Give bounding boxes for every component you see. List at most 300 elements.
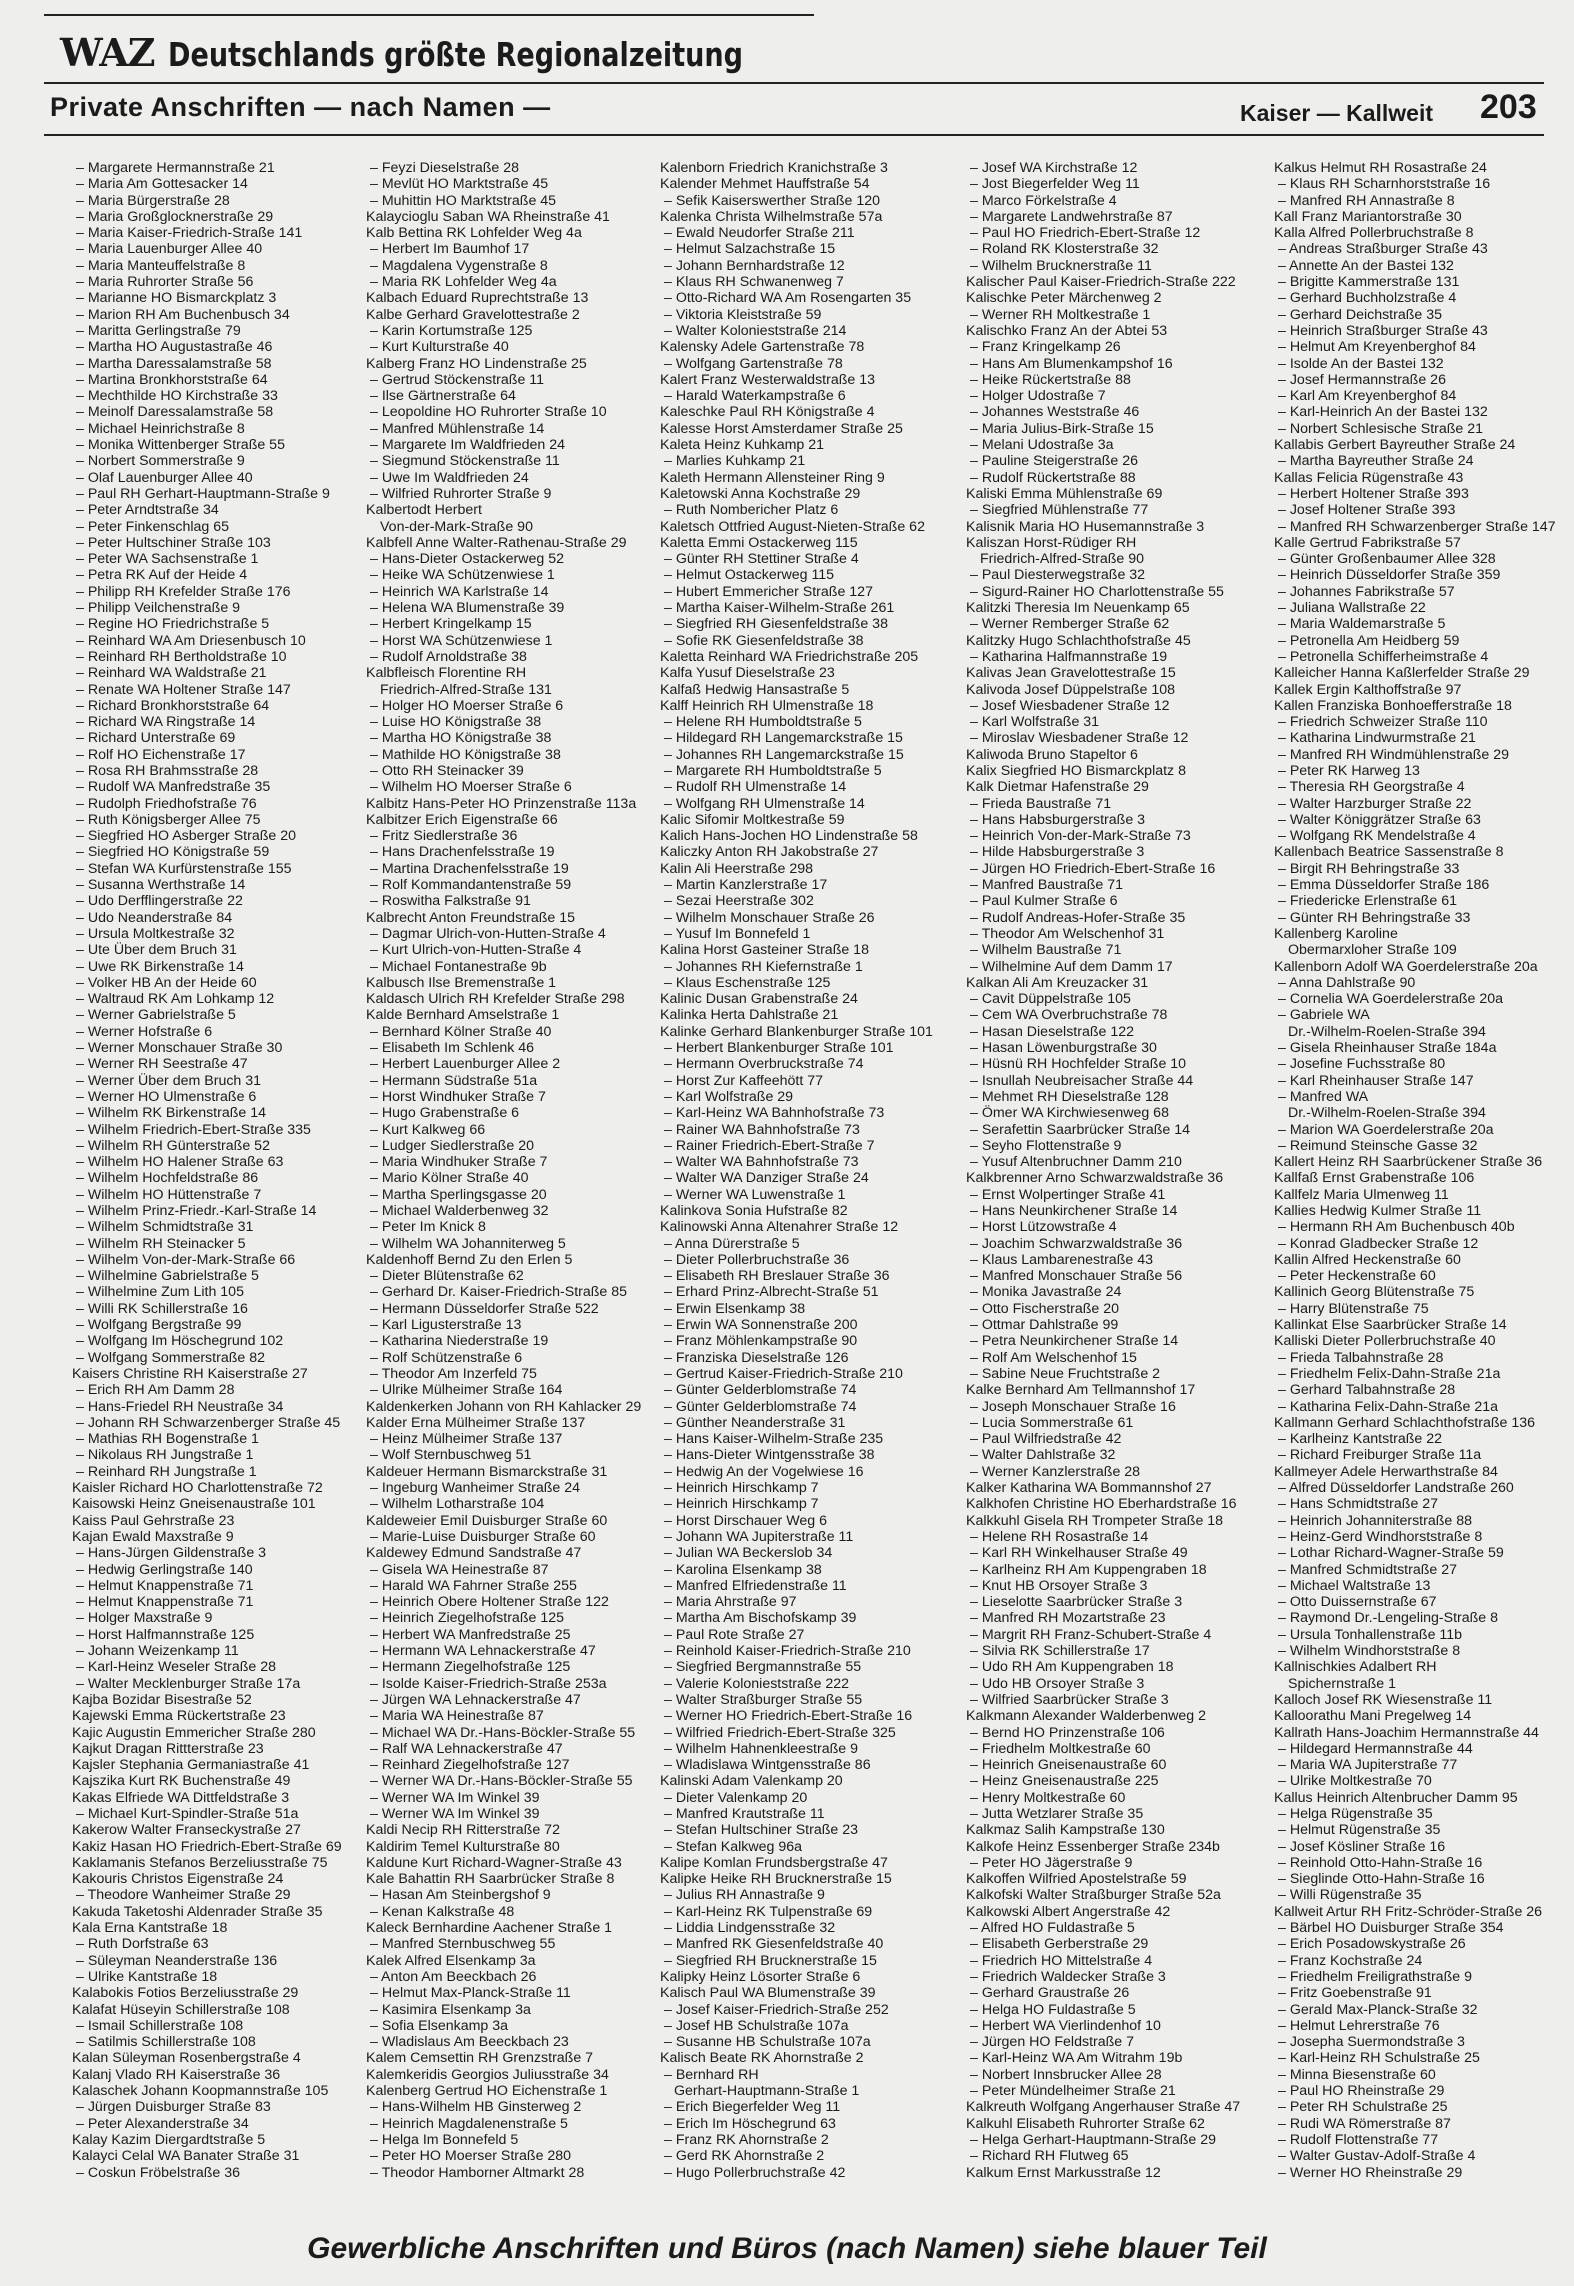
directory-entry: – Rainer WA Bahnhofstraße 73 [664,1121,860,1138]
directory-entry: – Holger HO Moerser Straße 6 [370,697,564,714]
directory-entry: – Manfred Baustraße 71 [970,877,1123,894]
directory-entry: – Ursula Tonhallenstraße 11b [1278,1626,1463,1643]
directory-entry: – Hugo Grabenstraße 6 [370,1105,520,1122]
directory-entry: – Heinrich Ziegelhofstraße 125 [370,1610,564,1627]
directory-entry: Kaiss Paul Gehrstraße 23 [72,1512,235,1529]
directory-entry: – Stefan WA Kurfürstenstraße 155 [76,860,292,877]
directory-entry: Kalde Bernhard Amselstraße 1 [366,1007,560,1024]
directory-entry: – Wilfried Friedrich-Ebert-Straße 325 [664,1724,896,1741]
directory-entry: – Hüsnü RH Hochfelder Straße 10 [970,1056,1187,1073]
directory-entry: – Valerie Kolonieststraße 222 [664,1675,850,1692]
directory-entry: – Manfred RH Annastraße 8 [1278,192,1455,209]
directory-entry: Kalaschek Johann Koopmannstraße 105 [72,2083,329,2100]
directory-entry: Kallies Hedwig Kulmer Straße 11 [1274,1203,1482,1219]
directory-entry: Kaldenkerken Johann von RH Kahlacker 29 [366,1398,642,1415]
directory-entry: – Isolde Kaiser-Friedrich-Straße 253a [370,1675,607,1692]
directory-entry: – Otto Duissernstraße 67 [1278,1594,1437,1611]
directory-entry: – Ilse Gärtnerstraße 64 [370,388,516,405]
directory-entry: – Hans Drachenfelsstraße 19 [370,844,555,861]
directory-entry: – Karl-Heinrich An der Bastei 132 [1278,404,1488,421]
directory-entry: – Werner Kanzlerstraße 28 [970,1463,1141,1480]
directory-entry: – Otto-Richard WA Am Rosengarten 35 [664,290,912,307]
directory-entry: – Uwe RK Birkenstraße 14 [76,958,244,975]
directory-entry: – Richard WA Ringstraße 14 [76,714,256,731]
directory-entry: Kalleicher Hanna Kaßlerfelder Straße 29 [1274,665,1530,682]
directory-entry: – Alfred Düsseldorfer Landstraße 260 [1278,1480,1514,1497]
directory-entry: – Mehmet RH Dieselstraße 128 [970,1088,1169,1105]
directory-entry: – Monika Wittenberger Straße 55 [76,437,285,454]
directory-entry: – Walter Königgrätzer Straße 63 [1278,811,1481,828]
directory-entry: – Sofia Elsenkamp 3a [370,2017,509,2034]
directory-entry: Kalkus Helmut RH Rosastraße 24 [1274,160,1487,176]
directory-entry: – Wolfgang Im Höschegrund 102 [76,1333,284,1350]
directory-entry: – Kurt Kalkweg 66 [370,1121,486,1138]
directory-entry: Kalenka Christa Wilhelmstraße 57a [660,208,883,225]
directory-entry: – Wladislaus Am Beeckbach 23 [370,2034,569,2051]
directory-entry: – Franz Kringelkamp 26 [970,339,1121,356]
directory-entry: Kaletowski Anna Kochstraße 29 [660,485,861,502]
directory-entry: – Horst Zur Kaffeehött 77 [664,1072,824,1089]
directory-entry: – Hans Schmidtstraße 27 [1278,1496,1439,1513]
directory-entry: – Holger Maxstraße 9 [76,1610,213,1627]
directory-entry: – Hugo Pollerbruchstraße 42 [664,2164,846,2181]
directory-entry: – Regine HO Friedrichstraße 5 [76,616,270,633]
directory-entry: – Stefan Kalkweg 96a [664,1838,803,1855]
directory-entry: – Maria Ahrstraße 97 [664,1594,797,1611]
directory-entry: Kalayci Celal WA Banater Straße 31 [72,2148,300,2165]
directory-entry: Kalem Cemsettin RH Grenzstraße 7 [366,2050,594,2067]
directory-entry: – Reinhard WA Waldstraße 21 [76,665,267,682]
directory-entry: – Nikolaus RH Jungstraße 1 [76,1447,254,1464]
directory-entry: – Wolf Sternbuschweg 51 [370,1447,532,1464]
directory-entry: Kallrath Hans-Joachim Hermannstraße 44 [1274,1724,1539,1741]
directory-entry: – Stefan Hultschiner Straße 23 [664,1822,858,1839]
directory-entry: Kalbusch Ilse Bremenstraße 1 [366,974,557,991]
directory-entry: – Josef WA Kirchstraße 12 [970,160,1138,176]
directory-entry: – Werner WA Luwenstraße 1 [664,1186,846,1203]
directory-entry: – Manfred Schmidtstraße 27 [1278,1561,1457,1578]
directory-entry: – Marianne HO Bismarckplatz 3 [76,290,277,307]
directory-entry: – Wolfgang Sommerstraße 82 [76,1349,265,1366]
directory-entry: – Ernst Wolpertinger Straße 41 [970,1186,1166,1203]
directory-entry: – Roswitha Falkstraße 91 [370,893,531,910]
directory-entry: – Reinhard WA Am Driesenbusch 10 [76,632,306,649]
directory-entry: – Heinrich Johanniterstraße 88 [1278,1512,1472,1529]
directory-entry: – Horst WA Schützenwiese 1 [370,632,553,649]
directory-entry: – Reinhold Kaiser-Friedrich-Straße 210 [664,1643,911,1660]
directory-entry: – Herbert Blankenburger Straße 101 [664,1040,894,1057]
directory-entry: Kale Bahattin RH Saarbrücker Straße 8 [366,1871,615,1888]
directory-entry: – Hans Neunkirchener Straße 14 [970,1203,1178,1219]
directory-entry: Kalivas Jean Gravelottestraße 15 [966,665,1176,682]
directory-entry: – Helmut Knappenstraße 71 [76,1577,254,1594]
directory-entry: – Satilmis Schillerstraße 108 [76,2034,256,2051]
directory-entry: – Paul Kulmer Straße 6 [970,893,1118,910]
directory-entry: Kalic Sifomir Moltkestraße 59 [660,811,845,828]
directory-entry: Kaisowski Heinz Gneisenaustraße 101 [72,1496,316,1513]
directory-entry: – Manfred RH Mozartstraße 23 [970,1610,1166,1627]
directory-entry: – Manfred RH Windmühlenstraße 29 [1278,746,1510,763]
directory-entry: – Friedrich HO Mittelstraße 4 [970,1952,1153,1969]
directory-entry: – Martha HO Königstraße 38 [370,730,552,747]
directory-entry: Kalberg Franz HO Lindenstraße 25 [366,355,587,372]
directory-entry: – Theodor Am Inzerfeld 75 [370,1365,537,1382]
directory-entry: Kalk Dietmar Hafenstraße 29 [966,779,1149,796]
newspaper-tagline: Deutschlands größte Regionalzeitung [168,35,744,74]
directory-entry: Kalenberg Gertrud HO Eichenstraße 1 [366,2083,608,2100]
directory-entry: Kalkreuth Wolfgang Angerhauser Straße 47 [966,2099,1241,2116]
directory-entry: – Harry Blütenstraße 75 [1278,1300,1429,1317]
directory-entry: – Walter Kolonieststraße 214 [664,322,847,339]
directory-entry: – Waltraud RK Am Lohkamp 12 [76,991,275,1008]
footer-note: Gewerbliche Anschriften und Büros (nach Namen) siehe blauer Teil [307,2232,1267,2265]
directory-entry: – Heinrich Von-der-Mark-Straße 73 [970,828,1191,845]
directory-entry: Von-der-Mark-Straße 90 [380,518,533,535]
directory-entry: – Rolf Kommandantenstraße 59 [370,877,572,894]
directory-entry: – Martha Am Bischofskamp 39 [664,1610,857,1627]
directory-entry: – Ursula Moltkestraße 32 [76,925,235,942]
directory-entry: – Gerhard Deichstraße 35 [1278,306,1443,323]
directory-entry: – Peter Mündelheimer Straße 21 [970,2083,1176,2100]
directory-entry: Kalipe Komlan Frundsbergstraße 47 [660,1854,888,1871]
directory-entry: – Johann Weizenkamp 11 [76,1643,239,1660]
directory-entry: – Maria Bürgerstraße 28 [76,192,230,209]
directory-entry: – Petronella Am Heidberg 59 [1278,632,1460,649]
directory-entry: – Lothar Richard-Wagner-Straße 59 [1278,1545,1504,1562]
directory-entry: – Ewald Neudorfer Straße 211 [664,225,855,242]
directory-entry: Kalin Ali Heerstraße 298 [660,860,813,877]
directory-entry: – Günther Neanderstraße 31 [664,1414,846,1431]
directory-entry: – Rudolf RH Ulmenstraße 14 [664,779,847,796]
directory-entry: Kalkmaz Salih Kampstraße 130 [966,1822,1165,1839]
directory-entry: – Muhittin HO Marktstraße 45 [370,192,557,209]
directory-entry: – Hermann WA Lehnackerstraße 47 [370,1643,596,1660]
directory-entry: – Wilhelmine Zum Lith 105 [76,1284,244,1301]
directory-entry: – Manfred Elfriedenstraße 11 [664,1577,847,1594]
page-number: 203 [1480,88,1537,126]
directory-entry: – Mario Kölner Straße 40 [370,1170,529,1187]
directory-entry: Kalkkuhl Gisela RH Trompeter Straße 18 [966,1512,1224,1529]
directory-entry: – Karl Wolfstraße 31 [970,714,1100,731]
directory-column-4 [966,160,1262,2181]
directory-entry: – Viktoria Kleiststraße 59 [664,306,822,323]
directory-entry: – Josefine Fuchsstraße 80 [1278,1056,1446,1073]
directory-entry: Kalbertodt Herbert [366,502,482,519]
directory-entry: – Heinrich Hirschkamp 7 [664,1496,819,1513]
directory-entry: Kaleth Hermann Allensteiner Ring 9 [660,469,885,486]
directory-entry: – Theodor Am Welschenhof 31 [970,925,1165,942]
directory-entry: – Dieter Pollerbruchstraße 36 [664,1251,850,1268]
directory-entry: – Gerald Max-Planck-Straße 32 [1278,2001,1478,2018]
directory-entry: – Maria Am Gottesacker 14 [76,176,248,193]
directory-entry: – Elisabeth Im Schlenk 46 [370,1040,535,1057]
directory-entry: – Karl-Heinz RK Tulpenstraße 69 [664,1903,873,1920]
directory-entry: – Marco Förkelstraße 4 [970,192,1117,209]
directory-entry: – Helmut Rügenstraße 35 [1278,1822,1441,1839]
directory-entry: Kalan Süleyman Rosenbergstraße 4 [72,2050,301,2067]
directory-entry: – Reinhold Otto-Hahn-Straße 16 [1278,1854,1483,1871]
directory-entry: – Minna Biesenstraße 60 [1278,2066,1436,2083]
directory-entry: – Maria Ruhrorter Straße 56 [76,274,254,291]
section-title: Private Anschriften — nach Namen — [50,92,551,122]
directory-entry: – Udo RH Am Kuppengraben 18 [970,1659,1174,1676]
directory-entry: – Gertrud Kaiser-Friedrich-Straße 210 [664,1365,903,1382]
top-rule [44,14,814,16]
directory-entry: – Alfred HO Fuldastraße 5 [970,1920,1135,1937]
directory-entry: Kalla Alfred Pollerbruchstraße 8 [1274,225,1474,242]
directory-entry: – Martin Kanzlerstraße 17 [664,877,828,894]
directory-entry: Kalabokis Fotios Berzeliusstraße 29 [72,1985,299,2002]
directory-entry: Obermarxloher Straße 109 [1288,942,1457,959]
directory-entry: – Walter Mecklenburger Straße 17a [76,1675,301,1692]
directory-entry: – Wilhelm Monschauer Straße 26 [664,909,875,926]
directory-entry: – Coskun Fröbelstraße 36 [76,2164,241,2181]
directory-entry: Kallenberg Karoline [1274,925,1398,942]
directory-entry: – Erich RH Am Damm 28 [76,1382,235,1399]
directory-entry: – Johann WA Jupiterstraße 11 [664,1528,854,1545]
directory-entry: – Hedwig Gerlingstraße 140 [76,1561,253,1578]
directory-entry: Kalinka Herta Dahlstraße 21 [660,1007,839,1024]
directory-entry: Kalle Gertrud Fabrikstraße 57 [1274,534,1461,551]
directory-entry: – Reimund Steinsche Gasse 32 [1278,1137,1478,1154]
directory-entry: – Michael Heinrichstraße 8 [76,420,245,437]
directory-entry: Gerhart-Hauptmann-Straße 1 [674,2083,860,2100]
directory-entry: – Magdalena Vygenstraße 8 [370,257,548,274]
directory-entry: – Heike WA Schützenwiese 1 [370,567,555,584]
directory-entry: – Hans-Dieter Ostackerweg 52 [370,551,564,568]
directory-entry: – Johann Bernhardstraße 12 [664,257,845,274]
directory-entry: – Johannes RH Langemarckstraße 15 [664,746,904,763]
directory-entry: Kaletsch Ottfried August-Nieten-Straße 62 [660,518,925,535]
directory-entry: – Jost Biegerfelder Weg 11 [970,176,1140,193]
directory-entry: – Werner RH Moltkestraße 1 [970,306,1151,323]
directory-entry: – Andreas Straßburger Straße 43 [1278,241,1488,258]
directory-entry: Kalischko Franz An der Abtei 53 [966,322,1168,339]
directory-entry: – Josef Kösliner Straße 16 [1278,1838,1446,1855]
directory-entry: – Wilhelmine Gabrielstraße 5 [76,1268,259,1285]
directory-entry: – Ruth Königsberger Allee 75 [76,811,261,828]
directory-entry: – Heinz-Gerd Windhorststraße 8 [1278,1528,1483,1545]
directory-entry: – Gerhard Graustraße 26 [970,1985,1130,2002]
directory-entry: – Hans-Dieter Wintgensstraße 38 [664,1447,875,1464]
directory-entry: – Ulrike Moltkestraße 70 [1278,1773,1432,1790]
directory-entry: – Peter Arndtstraße 34 [76,502,219,519]
directory-entry: – Margarete RH Humboldtstraße 5 [664,762,882,779]
directory-entry: – Katharina Lindwurmstraße 21 [1278,730,1476,747]
directory-entry: – Lucia Sommerstraße 61 [970,1414,1134,1431]
directory-entry: – Ruth Nombericher Platz 6 [664,502,839,519]
directory-entry: – Werner WA Im Winkel 39 [370,1789,540,1806]
directory-entry: Kalay Kazim Diergardtstraße 5 [72,2131,266,2148]
directory-entry: – Erich Im Höschegrund 63 [664,2115,836,2132]
directory-entry: – Henry Moltkestraße 60 [970,1789,1126,1806]
directory-entry: – Martina Bronkhorststraße 64 [76,371,268,388]
directory-entry: Kallinkat Else Saarbrücker Straße 14 [1274,1317,1507,1334]
directory-entry: – Herbert WA Manfredstraße 25 [370,1626,571,1643]
directory-entry: – Ismail Schillerstraße 108 [76,2017,244,2034]
directory-entry: – Hermann RH Am Buchenbusch 40b [1278,1219,1515,1236]
directory-entry: Kalinski Adam Valenkamp 20 [660,1773,843,1790]
directory-entry: Kalinic Dusan Grabenstraße 24 [660,991,858,1008]
directory-entry: – Karl-Heinz RH Schulstraße 25 [1278,2050,1480,2067]
directory-entry: Kallweit Artur RH Fritz-Schröder-Straße 26 [1274,1903,1543,1920]
directory-entry: – Wolfgang Bergstraße 99 [76,1317,242,1334]
directory-entry: – Theodore Wanheimer Straße 29 [76,1887,291,1904]
directory-entry: – Richard RH Flutweg 65 [970,2148,1129,2165]
directory-entry: – Hasan Am Steinbergshof 9 [370,1887,551,1904]
directory-entry: – Hans-Wilhelm HB Ginsterweg 2 [370,2099,582,2116]
directory-entry: – Wilhelm Von-der-Mark-Straße 66 [76,1251,296,1268]
directory-entry: – Erich Posadowskystraße 26 [1278,1936,1466,1953]
directory-entry: – Siegmund Stöckenstraße 11 [370,453,560,470]
directory-entry: – Manfred Mühlenstraße 14 [370,420,545,437]
directory-entry: Kallnischkies Adalbert RH [1274,1659,1437,1676]
directory-entry: Kalinke Gerhard Blankenburger Straße 101 [660,1023,933,1040]
directory-entry: – Yusuf Altenbruchner Damm 210 [970,1154,1182,1171]
directory-entry: Kalensky Adele Gartenstraße 78 [660,339,865,356]
directory-entry: Kalisnik Maria HO Husemannstraße 3 [966,518,1205,535]
directory-entry: – Klaus RH Schwanenweg 7 [664,274,844,291]
directory-entry: – Günter Großenbaumer Allee 328 [1278,551,1496,568]
directory-entry: Kalff Heinrich RH Ulmenstraße 18 [660,697,874,714]
directory-entry: – Maria Waldemarstraße 5 [1278,616,1446,633]
directory-entry: – Hasan Dieselstraße 122 [970,1023,1135,1040]
directory-entry: – Gisela WA Heinestraße 87 [370,1561,549,1578]
directory-entry: Kalkhofen Christine HO Eberhardstraße 16 [966,1496,1237,1513]
directory-entry: – Gerhard Dr. Kaiser-Friedrich-Straße 85 [370,1284,628,1301]
directory-entry: – Johann RH Schwarzenberger Straße 45 [76,1414,341,1431]
directory-entry: – Martha Bayreuther Straße 24 [1278,453,1474,470]
directory-entry: – Cornelia WA Goerdelerstraße 20a [1278,991,1504,1008]
directory-entry: – Elisabeth RH Breslauer Straße 36 [664,1268,890,1285]
directory-entry: – Michael WA Dr.-Hans-Böckler-Straße 55 [370,1724,636,1741]
directory-entry: – Paul Rote Straße 27 [664,1626,805,1643]
directory-entry: Dr.-Wilhelm-Roelen-Straße 394 [1288,1105,1486,1122]
directory-entry: Kalix Siegfried HO Bismarckplatz 8 [966,762,1186,779]
directory-entry: – Wolfgang RH Ulmenstraße 14 [664,795,865,812]
directory-entry: – Hans Kaiser-Wilhelm-Straße 235 [664,1431,884,1448]
header-rule [44,82,1544,84]
directory-entry: – Maria WA Jupiterstraße 77 [1278,1757,1458,1774]
directory-entry: Kaleck Bernhardine Aachener Straße 1 [366,1920,613,1937]
directory-entry: Kajan Ewald Maxstraße 9 [72,1528,234,1545]
directory-entry: Kalloch Josef RK Wiesenstraße 11 [1274,1691,1493,1708]
directory-entry: Kalina Horst Gasteiner Straße 18 [660,942,869,959]
directory-entry: – Lieselotte Saarbrücker Straße 3 [970,1594,1183,1611]
directory-entry: Kallek Ergin Kalthoffstraße 97 [1274,681,1462,698]
directory-entry: Kalkuhl Elisabeth Ruhrorter Straße 62 [966,2115,1205,2132]
directory-entry: – Renate WA Holtener Straße 147 [76,681,291,698]
directory-entry: – Karlheinz Kantstraße 22 [1278,1431,1443,1448]
directory-entry: – Wladislawa Wintgensstraße 86 [664,1757,871,1774]
directory-entry: – Peter RK Harweg 13 [1278,762,1420,779]
directory-entry: – Helmut Lehrerstraße 76 [1278,2017,1440,2034]
directory-entry: – Rudi WA Römerstraße 87 [1278,2115,1451,2132]
directory-entry: – Peter Hultschiner Straße 103 [76,534,271,551]
directory-entry: – Meinolf Daressalamstraße 58 [76,404,274,421]
directory-entry: – Rudolf Flottenstraße 77 [1278,2131,1439,2148]
directory-entry: Kaldasch Ulrich RH Krefelder Straße 298 [366,991,625,1008]
directory-entry: – Marion WA Goerdelerstraße 20a [1278,1121,1494,1138]
directory-entry: – Manfred RH Schwarzenberger Straße 147 [1278,518,1556,535]
directory-entry: – Pauline Steigerstraße 26 [970,453,1138,470]
directory-entry: – Udo Neanderstraße 84 [76,909,233,926]
directory-entry: Kalipke Heike RH Brucknerstraße 15 [660,1871,892,1888]
directory-entry: – Siegfried HO Königstraße 59 [76,844,270,861]
directory-entry: – Margrit RH Franz-Schubert-Straße 4 [970,1626,1212,1643]
directory-entry: – Elisabeth Gerberstraße 29 [970,1936,1149,1953]
directory-entry: – Birgit RH Behringstraße 33 [1278,860,1460,877]
directory-entry: – Rudolf Arnoldstraße 38 [370,648,527,665]
directory-entry: – Michael Kurt-Spindler-Straße 51a [76,1805,299,1822]
directory-entry: – Otto RH Steinacker 39 [370,762,524,779]
directory-entry: – Walter WA Danziger Straße 24 [664,1170,869,1187]
directory-entry: – Anna Dürerstraße 5 [664,1235,800,1252]
directory-entry: – Manfred Sternbuschweg 55 [370,1936,556,1953]
directory-entry: Kallas Felicia Rügenstraße 43 [1274,469,1464,486]
directory-entry: – Wilhelm Schmidtstraße 31 [76,1219,254,1236]
directory-entry: – Julian WA Beckerslob 34 [664,1545,833,1562]
directory-entry: – Helmut Am Kreyenberghof 84 [1278,339,1476,356]
directory-entry: – Peter Alexanderstraße 34 [76,2115,249,2132]
directory-entry: – Dieter Blütenstraße 62 [370,1268,524,1285]
directory-entry: – Susanne HB Schulstraße 107a [664,2034,871,2051]
directory-entry: – Martha Sperlingsgasse 20 [370,1186,547,1203]
directory-entry: – Wilhelm Prinz-Friedr.-Karl-Straße 14 [76,1203,317,1219]
directory-entry: – Melani Udostraße 3a [970,437,1114,454]
directory-entry: Kakerow Walter Franseckystraße 27 [72,1822,301,1839]
directory-entry: – Norbert Innsbrucker Allee 28 [970,2066,1162,2083]
directory-entry: Kalkofski Walter Straßburger Straße 52a [966,1887,1221,1904]
directory-entry: – Annette An der Bastei 132 [1278,257,1454,274]
directory-entry: – Udo HB Orsoyer Straße 3 [970,1675,1145,1692]
directory-entry: Kaliski Emma Mühlenstraße 69 [966,485,1163,502]
directory-entry: – Yusuf Im Bonnefeld 1 [664,925,811,942]
directory-entry: – Helga HO Fuldastraße 5 [970,2001,1136,2018]
directory-entry: – Peter RH Schulstraße 25 [1278,2099,1448,2116]
directory-entry: – Holger Udostraße 7 [970,388,1106,405]
directory-entry: – Michael Waltstraße 13 [1278,1577,1431,1594]
directory-entry: – Knut HB Orsoyer Straße 3 [970,1577,1148,1594]
directory-entry: – Martina Drachenfelsstraße 19 [370,860,569,877]
directory-entry: – Heinrich Düsseldorfer Straße 359 [1278,567,1501,584]
directory-entry: – Philipp Veilchenstraße 9 [76,600,241,617]
directory-entry: – Siegfried Bergmannstraße 55 [664,1659,862,1676]
directory-entry: – Rolf Am Welschenhof 15 [970,1349,1137,1366]
directory-entry: – Leopoldine HO Ruhrorter Straße 10 [370,404,607,421]
directory-entry: Kaldune Kurt Richard-Wagner-Straße 43 [366,1854,622,1871]
name-range: Kaiser — Kallweit [1240,100,1434,126]
directory-entry: – Hubert Emmericher Straße 127 [664,583,873,600]
directory-entry: – Willi RK Schillerstraße 16 [76,1300,248,1317]
directory-entry: – Wilhelm HO Moerser Straße 6 [370,779,572,796]
directory-entry: – Wilhelm Friedrich-Ebert-Straße 335 [76,1121,311,1138]
directory-entry: – Franziska Dieselstraße 126 [664,1349,849,1366]
directory-column-2 [366,160,662,2181]
directory-entry: – Horst Lützowstraße 4 [970,1219,1117,1236]
directory-entry: – Friedhelm Moltkestraße 60 [970,1740,1151,1757]
directory-entry: Kalemkeridis Georgios Juliusstraße 34 [366,2066,609,2083]
directory-entry: – Karl Am Kreyenberghof 84 [1278,388,1457,405]
directory-entry: – Johannes Weststraße 46 [970,404,1140,421]
directory-entry: – Katharina Halfmannstraße 19 [970,648,1168,665]
directory-entry: – Margarete Landwehrstraße 87 [970,208,1173,225]
directory-entry: Kalfa Yusuf Dieselstraße 23 [660,665,835,682]
directory-entry: – Erhard Prinz-Albrecht-Straße 51 [664,1284,879,1301]
directory-entry: Kallfaß Ernst Grabenstraße 106 [1274,1170,1475,1187]
directory-entry: Spichernstraße 1 [1288,1675,1397,1692]
directory-entry: – Gisela Rheinhauser Straße 184a [1278,1040,1497,1057]
